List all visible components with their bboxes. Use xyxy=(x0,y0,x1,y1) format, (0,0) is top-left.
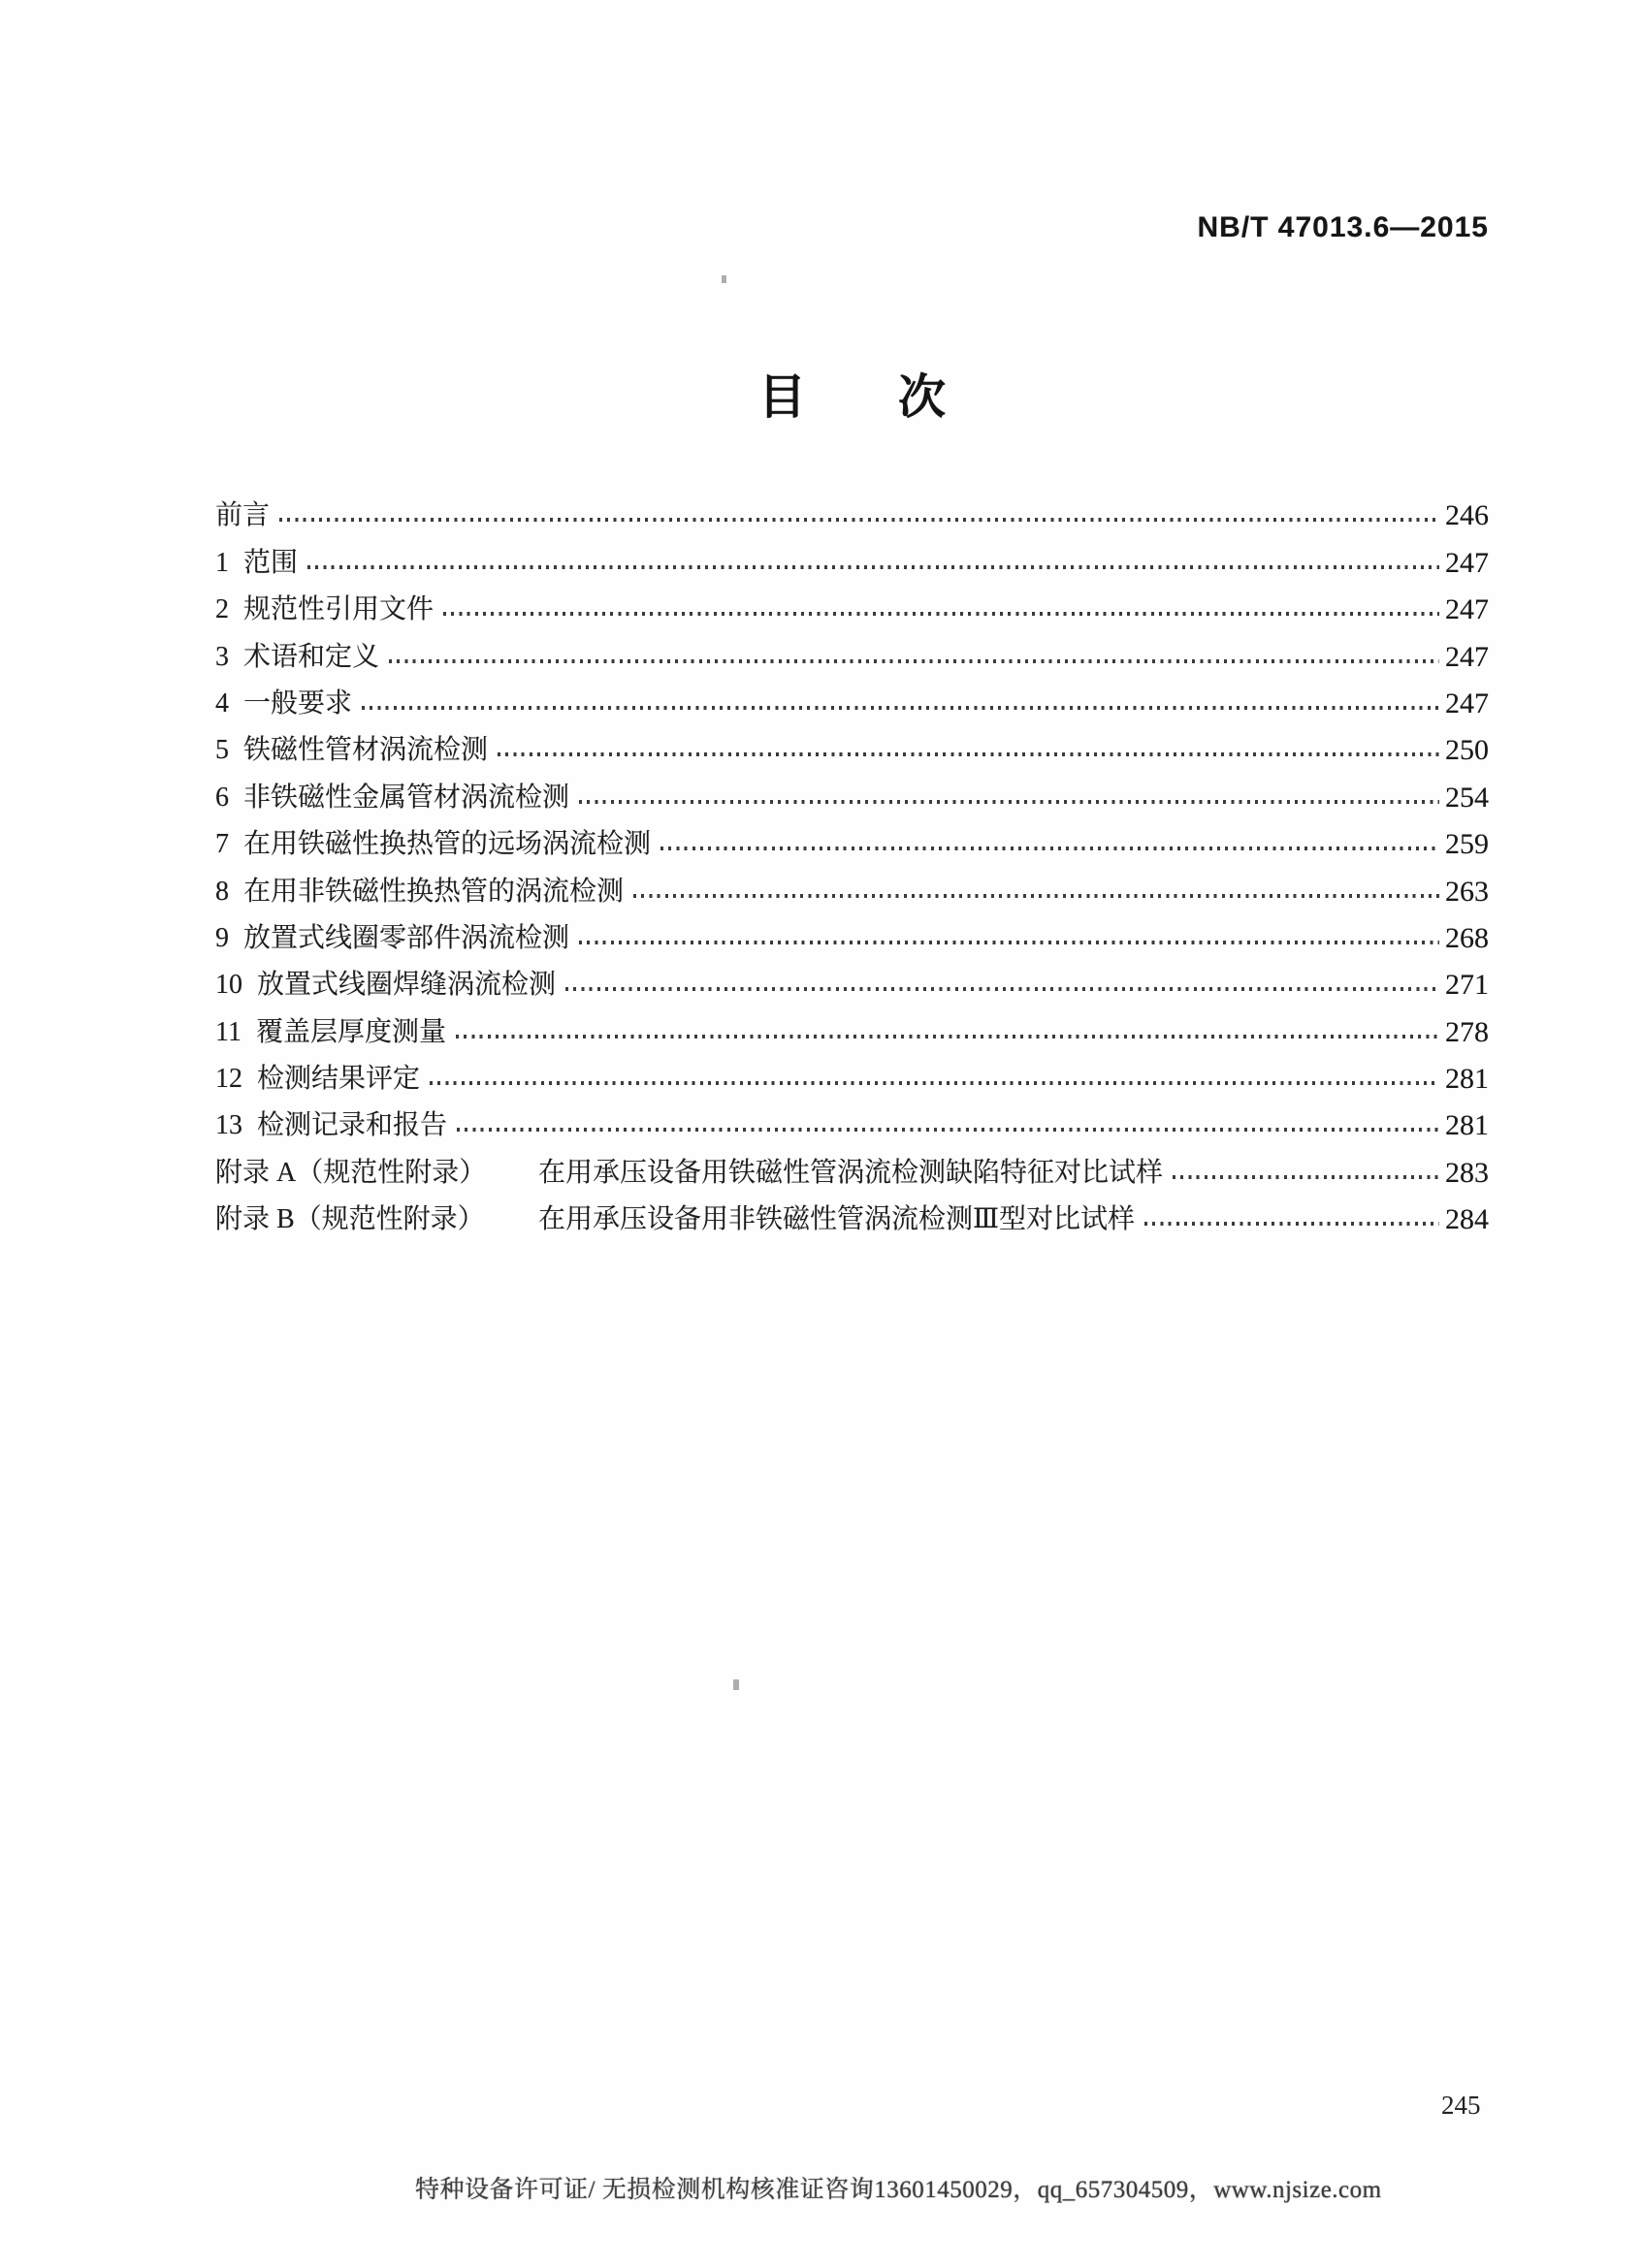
standard-number: NB/T 47013.6—2015 xyxy=(1197,211,1489,243)
toc-entry xyxy=(215,861,1489,908)
dot-leader xyxy=(430,1081,1439,1085)
toc-entry xyxy=(215,1096,1489,1142)
toc-entry-page: 263 xyxy=(1445,875,1489,908)
toc-entry xyxy=(215,1142,1489,1189)
toc-entry xyxy=(215,626,1489,673)
dot-leader xyxy=(1173,1175,1439,1179)
dot-leader xyxy=(456,1035,1439,1038)
dot-leader xyxy=(279,518,1439,522)
toc-entry-title: 检测记录和报告 xyxy=(257,1110,448,1141)
toc-entry xyxy=(215,767,1489,814)
toc-entry-title: 在用承压设备用铁磁性管涡流检测缺陷特征对比试样 xyxy=(538,1157,1164,1188)
toc-entry xyxy=(215,1002,1489,1048)
toc-heading xyxy=(215,360,1489,428)
toc-heading-char-right: 次 xyxy=(898,370,947,424)
toc-list xyxy=(215,486,1489,1236)
dot-leader xyxy=(389,659,1439,663)
toc-entry-title: 规范性引用文件 xyxy=(243,594,435,625)
dot-leader xyxy=(660,847,1439,850)
dot-leader xyxy=(579,800,1439,804)
toc-entry-title: 在用铁磁性换热管的远场涡流检测 xyxy=(243,829,652,860)
dot-leader xyxy=(565,987,1439,991)
toc-entry-number: 附录 A（规范性附录） xyxy=(215,1157,487,1188)
toc-entry-page: 281 xyxy=(1445,1063,1489,1096)
dot-leader xyxy=(633,894,1439,898)
toc-heading-char-left: 目 xyxy=(757,370,806,424)
footer-watermark-text: 特种设备许可证/ 无损检测机构核准证咨询13601450029，qq_657304509，www.njsize.com xyxy=(415,2177,1382,2203)
dot-leader xyxy=(457,1128,1439,1132)
toc-entry xyxy=(215,674,1489,720)
toc-entry-page: 284 xyxy=(1445,1203,1489,1236)
toc-entry-page: 247 xyxy=(1445,593,1489,626)
toc-entry-title: 非铁磁性金属管材涡流检测 xyxy=(243,782,570,813)
toc-entry-page: 271 xyxy=(1445,969,1489,1002)
toc-entry-number: 11 xyxy=(215,1016,241,1047)
dot-leader xyxy=(579,941,1439,944)
toc-entry-title: 检测结果评定 xyxy=(257,1064,421,1095)
scan-speck xyxy=(733,1679,739,1690)
toc-entry-number: 附录 B（规范性附录） xyxy=(215,1204,485,1235)
scan-speck xyxy=(722,275,726,283)
toc-entry-page: 281 xyxy=(1445,1109,1489,1142)
toc-entry-page: 247 xyxy=(1445,640,1489,673)
toc-entry xyxy=(215,909,1489,955)
toc-entry-number: 13 xyxy=(215,1110,242,1141)
toc-entry-number: 7 xyxy=(215,829,229,860)
toc-entry-page: 246 xyxy=(1445,499,1489,532)
folio-page-number: 245 xyxy=(1441,2091,1481,2120)
toc-entry-number: 5 xyxy=(215,735,229,766)
toc-entry-number: 2 xyxy=(215,594,229,625)
toc-entry-title: 范围 xyxy=(243,547,299,578)
dot-leader xyxy=(1144,1222,1439,1226)
dot-leader xyxy=(362,706,1439,710)
toc-entry xyxy=(215,720,1489,767)
toc-entry-number: 12 xyxy=(215,1064,242,1095)
toc-entry-title: 放置式线圈零部件涡流检测 xyxy=(243,922,570,953)
toc-entry xyxy=(215,1049,1489,1096)
toc-entry-page: 268 xyxy=(1445,921,1489,954)
toc-entry xyxy=(215,955,1489,1002)
toc-entry-number: 1 xyxy=(215,547,229,578)
toc-entry xyxy=(215,1190,1489,1236)
toc-entry xyxy=(215,815,1489,861)
toc-entry-page: 278 xyxy=(1445,1015,1489,1048)
dot-leader xyxy=(443,612,1439,616)
toc-entry-title: 在用非铁磁性换热管的涡流检测 xyxy=(243,876,625,907)
dot-leader xyxy=(498,752,1439,756)
toc-entry xyxy=(215,580,1489,626)
toc-entry-title: 术语和定义 xyxy=(243,641,380,672)
toc-entry-title: 一般要求 xyxy=(243,687,353,719)
toc-entry-page: 259 xyxy=(1445,828,1489,861)
toc-entry-title: 铁磁性管材涡流检测 xyxy=(243,735,489,766)
toc-entry-page: 254 xyxy=(1445,781,1489,814)
toc-entry xyxy=(215,532,1489,579)
toc-entry-number: 4 xyxy=(215,687,229,719)
toc-entry xyxy=(215,486,1489,532)
toc-entry-page: 250 xyxy=(1445,734,1489,767)
dot-leader xyxy=(307,565,1439,569)
toc-entry-title: 放置式线圈焊缝涡流检测 xyxy=(257,970,557,1001)
toc-entry-number: 8 xyxy=(215,876,229,907)
toc-entry-title: 覆盖层厚度测量 xyxy=(255,1016,446,1047)
toc-entry-number: 3 xyxy=(215,641,229,672)
toc-entry-title: 在用承压设备用非铁磁性管涡流检测Ⅲ型对比试样 xyxy=(538,1204,1136,1235)
toc-entry-page: 247 xyxy=(1445,687,1489,719)
toc-entry-title: 前言 xyxy=(215,500,271,531)
toc-entry-page: 247 xyxy=(1445,546,1489,579)
toc-entry-page: 283 xyxy=(1445,1156,1489,1189)
toc-entry-number: 6 xyxy=(215,782,229,813)
toc-entry-number: 10 xyxy=(215,970,242,1001)
toc-entry-number: 9 xyxy=(215,922,229,953)
